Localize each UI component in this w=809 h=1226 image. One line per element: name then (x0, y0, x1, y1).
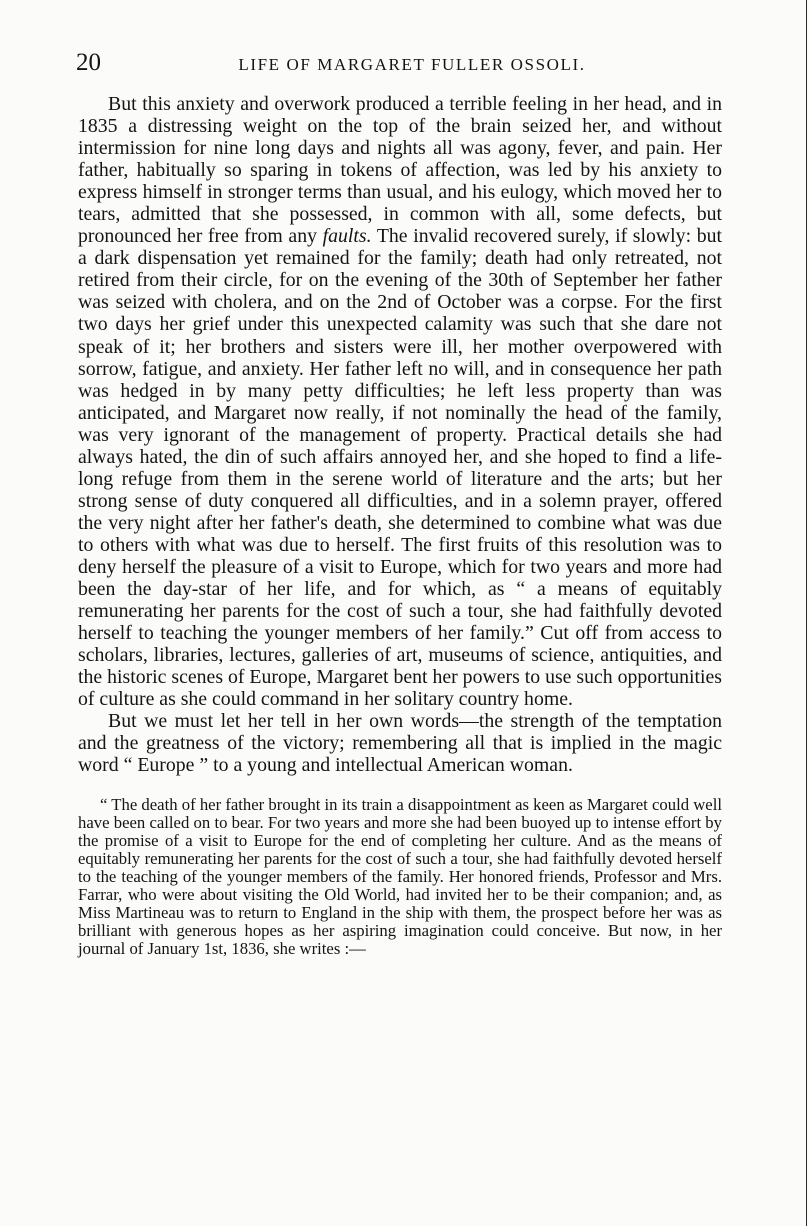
paragraph (78, 93, 722, 710)
page-header (76, 48, 724, 80)
running-head: LIFE OF MARGARET FULLER OSSOLI. (238, 55, 586, 74)
paragraph-text: The invalid recovered surely, if slowly: but a dark dispensation yet remained for the family; death had only retreated, not retired from their circle, for on the evening of the 30th of September her father was seized with cholera, and on the 2nd of October was a corpse. For the first two days her grief under this unexpected calamity was such that she dare not speak of it; her brothers and sisters were ill, her mother overpowered with sorrow, fatigue, and anxiety. Her father left no will, and in consequence her path was hedged in by many petty difficulties; he left less property than was anticipated, and Margaret now really, if not nominally the head of the family, was very ignorant of the management of property. Practical details she had always hated, the din of such affairs annoyed her, and she hoped to find a life-long refuge from them in the serene world of literature and the arts; but her strong sense of duty conquered all difficulties, and in a solemn prayer, offered the very night after her father's death, she determined to combine what was due to others with what was due to herself. The first fruits of this resolution was to deny herself the pleasure of a visit to Europe, which for two years and more had been the day-star of her life, and for which, as “ a means of equitably remunerating her parents for the cost of such a tour, she had faithfully devoted herself to teaching the younger members of her family.” Cut off from access to scholars, libraries, lectures, galleries of art, museums of science, antiquities, and the historic scenes of Europe, Margaret bent her powers to use such opportunities of culture as she could command in her solitary country home. (78, 225, 723, 711)
paragraph-text: But this anxiety and overwork produced a terrible feeling in her head, and in 1835 a distressing weight on the top of the brain seized her, and without intermission for nine long days and nights all was agony, fever, and pain. Her father, habitually so sparing in tokens of affection, was led by his anxiety to express himself in stronger terms than usual, and his eulogy, which moved her to tears, admitted that she possessed, in common with all, some defects, but pronounced her free from any (78, 93, 722, 248)
paragraph: But we must let her tell in her own words—the strength of the temptation and the greatness of the victory; remembering all that is implied in the magic word “ Europe ” to a young and intellectual American woman. (78, 710, 722, 777)
page-edge-rule (806, 0, 807, 1226)
page-number: 20 (76, 49, 101, 76)
body-text (78, 93, 722, 958)
emphasized-word: faults. (322, 225, 372, 248)
block-quote: “ The death of her father brought in its train a disappointment as keen as Margaret could well have been called on to bear. For two years and more she had been buoyed up to intense effort by the promise of a visit to Europe for the end of completing her culture. And as the means of equitably remunerating her parents for the cost of such a tour, she had faithfully devoted herself to the teaching of the younger members of the family. Her honored friends, Professor and Mrs. Farrar, who were about visiting the Old World, had invited her to be their companion; and, as Miss Martineau was to return to England in the ship with them, the prospect before her was as brilliant with generous hopes as her aspiring imagination could conceive. But now, in her journal of January 1st, 1836, she writes :— (78, 795, 722, 958)
